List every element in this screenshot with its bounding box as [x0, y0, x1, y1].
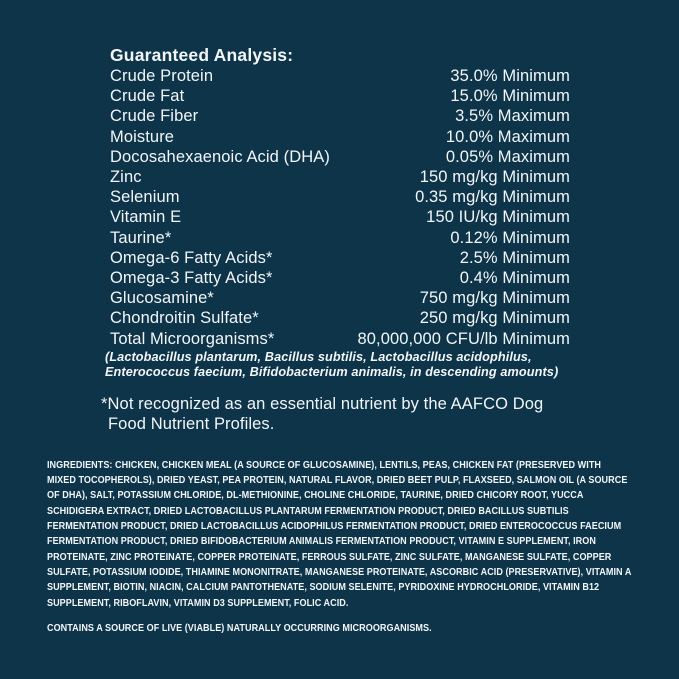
nutrient-value: 35.0% Minimum: [450, 67, 570, 85]
analysis-row-crude-fiber: [110, 106, 570, 126]
nutrient-value: 0.4% Minimum: [459, 269, 570, 288]
nutrient-name: Total Microorganisms*: [110, 329, 275, 348]
nutrient-value: 10.0% Maximum: [445, 127, 570, 146]
nutrient-value: 150 IU/kg Minimum: [426, 208, 570, 227]
analysis-row-glucosamine: [110, 288, 570, 308]
nutrient-value: 250 mg/kg Minimum: [419, 309, 570, 328]
guaranteed-analysis-heading: Guaranteed Analysis:: [110, 45, 294, 65]
nutrient-value: 0.05% Maximum: [445, 147, 570, 166]
analysis-row-zinc: [110, 167, 570, 187]
analysis-row-omega3: [110, 268, 570, 288]
nutrient-name: Vitamin E: [110, 208, 182, 227]
ingredients-label: INGREDIENTS:: [47, 459, 113, 471]
nutrient-name: Zinc: [110, 168, 142, 187]
ingredients-section: [47, 458, 679, 636]
microorganisms-species-note: [105, 350, 570, 381]
nutrient-name: Taurine*: [110, 228, 172, 247]
nutrient-name: Chondroitin Sulfate*: [110, 309, 259, 328]
nutrient-name: Glucosamine*: [110, 289, 214, 308]
ingredients-list-text: CHICKEN, CHICKEN MEAL (A SOURCE OF GLUCOSAMINE), LENTILS, PEAS, CHICKEN FAT (PRESERVED WITH MIXED TOCOPHEROLS), DRIED YEAST, PEA PROTEIN, NATURAL FLAVOR, DRIED BEET PULP, FLAXSEED, SALMON OIL (A SOURCE OF DHA), SALT, POTASSIUM CHLORIDE, DL-METHIONINE, CHOLINE CHLORIDE, TAURINE, DRIED CHICORY ROOT, YUCCA SCHIDIGERA EXTRACT, DRIED LACTOBACILLUS PLANTARUM FERMENTATION PRODUCT, DRIED BACILLUS SUBTILIS FERMENTATION PRODUCT, DRIED LACTOBACILLUS ACIDOPHILUS FERMENTATION PRODUCT, DRIED ENTEROCOCCUS FAECIUM FERMENTATION PRODUCT, DRIED BIFIDOBACTERIUM ANIMALIS FERMENTATION PRODUCT, VITAMIN E SUPPLEMENT, IRON PROTEINATE, ZINC PROTEINATE, COPPER PROTEINATE, FERROUS SULFATE, ZINC SULFATE, MANGANESE SULFATE, COPPER SULFATE, POTASSIUM IODIDE, THIAMINE MONONITRATE, MANGANESE PROTEINATE, ASCORBIC ACID (PRESERVATIVE), VITAMIN A SUPPLEMENT, BIOTIN, NIACIN, CALCIUM PANTOTHENATE, SODIUM SELENITE, PYRIDOXINE HYDROCHLORIDE, VITAMIN B12 SUPPLEMENT, RIBOFLAVIN, VITAMIN D3 SUPPLEMENT, FOLIC ACID.: [47, 459, 632, 609]
analysis-row-selenium: [110, 187, 570, 207]
nutrient-name: Docosahexaenoic Acid (DHA): [110, 147, 330, 166]
analysis-row-vitamin-e: [110, 207, 570, 227]
aafco-footnote-line: Food Nutrient Profiles.: [108, 414, 275, 433]
nutrient-value: 750 mg/kg Minimum: [419, 289, 570, 308]
nutrient-value: 0.12% Minimum: [450, 228, 570, 247]
analysis-row-dha: [110, 147, 570, 167]
guaranteed-analysis-table: [110, 66, 570, 349]
aafco-footnote: [101, 394, 581, 434]
nutrient-value: 3.5% Maximum: [455, 107, 570, 126]
nutrient-name: Omega-3 Fatty Acids*: [110, 269, 273, 288]
nutrient-value: 150 mg/kg Minimum: [419, 168, 570, 187]
analysis-row-crude-fat: [110, 86, 570, 106]
nutrient-name: Crude Fiber: [110, 107, 199, 126]
analysis-row-total-microorganisms: [110, 329, 570, 349]
analysis-row-crude-protein: [110, 66, 570, 86]
contains-statement: CONTAINS A SOURCE OF LIVE (VIABLE) NATURALLY OCCURRING MICROORGANISMS.: [47, 622, 432, 634]
microorganisms-note-line: Enterococcus faecium, Bifidobacterium animalis, in descending amounts): [105, 365, 559, 380]
nutrient-name: Selenium: [110, 188, 180, 207]
analysis-row-taurine: [110, 228, 570, 248]
analysis-row-moisture: [110, 127, 570, 147]
nutrient-name: Crude Fat: [110, 87, 185, 106]
nutrient-name: Omega-6 Fatty Acids*: [110, 248, 273, 267]
nutrient-value: 80,000,000 CFU/lb Minimum: [357, 329, 570, 348]
analysis-row-omega6: [110, 248, 570, 268]
nutrient-value: 2.5% Minimum: [459, 248, 570, 267]
aafco-footnote-line: *Not recognized as an essential nutrient by the AAFCO Dog: [101, 394, 544, 413]
nutrient-value: 15.0% Minimum: [450, 87, 570, 106]
analysis-row-chondroitin: [110, 308, 570, 328]
nutrient-name: Crude Protein: [110, 67, 214, 85]
nutrient-value: 0.35 mg/kg Minimum: [415, 188, 570, 207]
guaranteed-analysis-section: [105, 45, 570, 381]
ingredients-paragraph: [47, 458, 631, 611]
nutrient-name: Moisture: [110, 127, 175, 146]
microorganisms-note-line: (Lactobacillus plantarum, Bacillus subtilis, Lactobacillus acidophilus,: [105, 349, 532, 364]
